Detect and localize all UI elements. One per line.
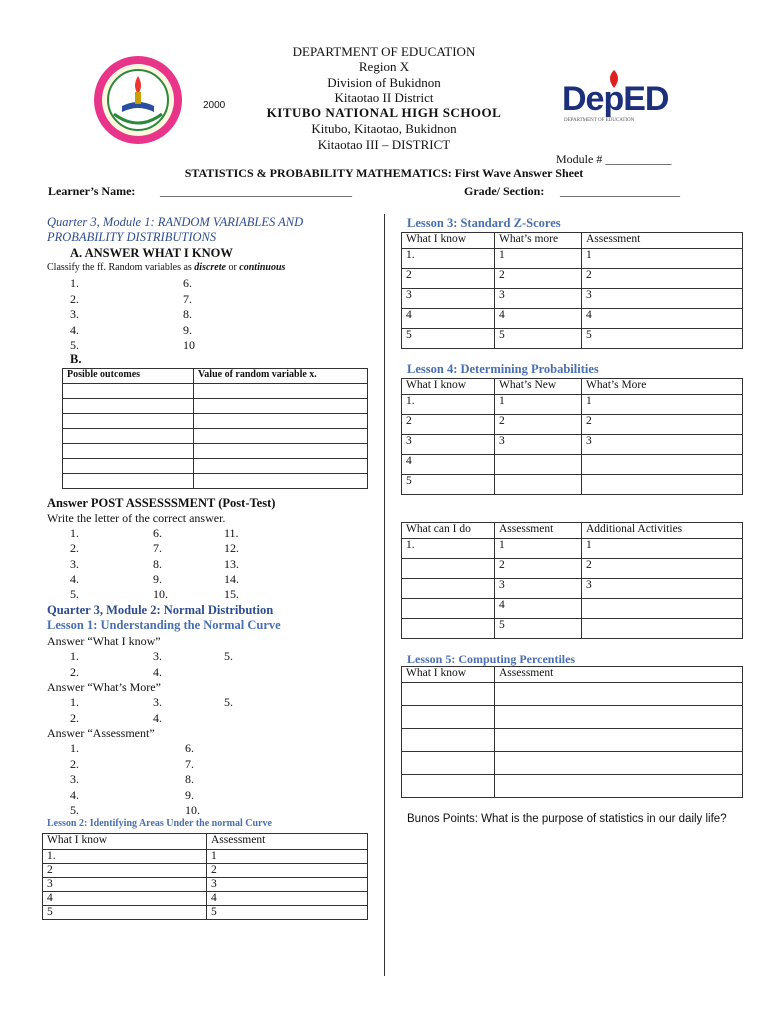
answer-number: 3. <box>153 649 162 663</box>
table-cell[interactable]: 3 <box>495 579 582 599</box>
deped-wordmark: DepED <box>562 80 669 118</box>
answer-number: 10 <box>183 338 195 352</box>
table-cell[interactable]: 2 <box>495 269 582 289</box>
post-assessment-title: Answer POST ASSESSSMENT (Post-Test) <box>47 496 276 510</box>
table-cell[interactable] <box>582 475 743 495</box>
table-cell[interactable]: 1 <box>582 539 743 559</box>
table-header: Assessment <box>495 523 582 539</box>
table-header: Assessment <box>207 834 368 850</box>
column-divider <box>384 214 385 976</box>
table-cell[interactable]: 1. <box>402 395 495 415</box>
lesson5-table <box>401 666 743 798</box>
answer-number: 8. <box>185 772 194 786</box>
table-cell[interactable]: 2 <box>402 415 495 435</box>
post-assessment-instruction: Write the letter of the correct answer. <box>47 511 226 525</box>
classify-discrete: discrete <box>194 262 226 273</box>
learner-name-label: Learner’s Name: <box>48 184 136 198</box>
table-cell[interactable]: 3 <box>43 878 207 892</box>
whats-more-label: Answer “What’s More” <box>47 680 161 694</box>
lesson3-title: Lesson 3: Standard Z-Scores <box>407 216 561 230</box>
classify-instruction <box>47 262 285 273</box>
table-cell[interactable] <box>402 775 495 798</box>
table-header: Assessment <box>495 667 743 683</box>
lesson2-title: Lesson 2: Identifying Areas Under the normal Curve <box>47 818 272 829</box>
answer-number: 6. <box>183 276 192 290</box>
answer-number: 1. <box>70 526 79 540</box>
table-cell[interactable] <box>582 599 743 619</box>
answer-number: 3. <box>70 556 79 571</box>
sheet-title: STATISTICS & PROBABILITY MATHEMATICS: First Wave Answer Sheet <box>184 166 584 180</box>
table-cell[interactable] <box>194 444 368 459</box>
lesson1-title: Lesson 1: Understanding the Normal Curve <box>47 618 281 632</box>
table-header: What’s More <box>582 379 743 395</box>
table-cell[interactable] <box>402 683 495 706</box>
table-cell[interactable]: 3 <box>207 878 368 892</box>
table-cell[interactable]: 3 <box>495 289 582 309</box>
table-cell[interactable] <box>63 474 194 489</box>
table-cell[interactable]: 3 <box>582 289 743 309</box>
answer-number: 5. <box>224 649 233 663</box>
table-cell[interactable] <box>194 474 368 489</box>
table-cell[interactable]: 5 <box>402 475 495 495</box>
answer-number: 4. <box>70 571 79 586</box>
table-cell[interactable]: 4 <box>582 309 743 329</box>
answer-number: 4. <box>70 787 79 802</box>
table-cell[interactable]: 4 <box>402 455 495 475</box>
table-cell[interactable] <box>495 752 743 775</box>
table-cell[interactable]: 5 <box>207 906 368 920</box>
answer-number: 14. <box>224 571 239 586</box>
table-cell[interactable] <box>582 455 743 475</box>
table-cell[interactable]: 1. <box>43 850 207 864</box>
table-cell[interactable]: 2 <box>495 415 582 435</box>
answer-number: 3. <box>153 695 162 709</box>
table-cell[interactable] <box>402 752 495 775</box>
table-cell[interactable]: 4 <box>495 309 582 329</box>
classify-continuous: continuous <box>239 262 286 273</box>
table-cell[interactable]: 1. <box>402 249 495 269</box>
q3m1-title: Quarter 3, Module 1: RANDOM VARIABLES AND PROBABILITY DISTRIBUTIONS <box>47 215 304 244</box>
table-header: What’s more <box>495 233 582 249</box>
answer-number: 2. <box>70 710 79 725</box>
answer-number: 7. <box>153 541 162 556</box>
answer-number: 9. <box>185 787 194 802</box>
what-i-know-label: Answer “What I know” <box>47 634 161 648</box>
table-cell[interactable] <box>63 384 194 399</box>
table-header: Additional Activities <box>582 523 743 539</box>
answer-number: 10. <box>185 803 200 817</box>
answer-number: 2. <box>70 541 79 556</box>
table-cell[interactable]: 1 <box>582 249 743 269</box>
table-cell[interactable]: 2 <box>43 864 207 878</box>
answer-number: 1. <box>70 695 79 709</box>
table-cell[interactable]: 4 <box>495 599 582 619</box>
part-b-col2-header: Value of random variable x. <box>194 369 368 384</box>
answer-number: 15. <box>224 587 239 602</box>
answer-number: 4. <box>153 664 162 679</box>
answer-number: 12. <box>224 541 239 556</box>
grade-section-field[interactable]: ____________________ <box>560 184 680 198</box>
lesson5-title: Lesson 5: Computing Percentiles <box>407 652 576 666</box>
school-name: KITUBO NATIONAL HIGH SCHOOL <box>266 105 502 120</box>
lesson4-table <box>401 378 743 495</box>
table-cell[interactable] <box>194 459 368 474</box>
table-cell[interactable] <box>495 706 743 729</box>
answer-number: 9. <box>183 322 192 337</box>
school-district: Kitaotao III – DISTRICT <box>317 137 451 152</box>
table-cell[interactable] <box>194 414 368 429</box>
table-cell[interactable] <box>402 619 495 639</box>
answer-number: 7. <box>183 291 192 306</box>
table-cell[interactable] <box>495 775 743 798</box>
table-cell[interactable] <box>402 729 495 752</box>
answer-number: 7. <box>185 756 194 771</box>
answer-number: 2. <box>70 291 79 306</box>
lesson4-title: Lesson 4: Determining Probabilities <box>407 362 599 376</box>
part-b-col1-header: Posible outcomes <box>63 369 194 384</box>
table-cell[interactable]: 1 <box>495 249 582 269</box>
table-cell[interactable]: 3 <box>495 435 582 455</box>
table-header: What’s New <box>495 379 582 395</box>
district-line: Kitaotao II District <box>334 90 434 105</box>
answer-number: 2. <box>70 756 79 771</box>
table-cell[interactable]: 2 <box>582 269 743 289</box>
region-line: Region X <box>358 59 410 74</box>
answer-number: 6. <box>185 741 194 755</box>
classify-text: Classify the ff. Random variables as <box>47 262 195 273</box>
table-cell[interactable]: 5 <box>495 329 582 349</box>
answer-number: 8. <box>153 556 162 571</box>
grade-section-label: Grade/ Section: <box>464 184 545 198</box>
table-cell[interactable] <box>63 399 194 414</box>
answer-number: 5. <box>70 587 79 602</box>
table-cell[interactable]: 1 <box>495 539 582 559</box>
part-a-heading: A. ANSWER WHAT I KNOW <box>70 246 233 260</box>
table-cell[interactable]: 2 <box>402 269 495 289</box>
answer-number: 4. <box>70 322 79 337</box>
table-cell[interactable] <box>402 559 495 579</box>
dept-line: DEPARTMENT OF EDUCATION <box>292 44 476 59</box>
table-cell[interactable]: 3 <box>582 435 743 455</box>
table-cell[interactable]: 1 <box>207 850 368 864</box>
table-cell[interactable]: 5 <box>43 906 207 920</box>
q3m2-title: Quarter 3, Module 2: Normal Distribution <box>47 603 274 617</box>
answer-number: 2. <box>70 664 79 679</box>
table-cell[interactable] <box>495 683 743 706</box>
seal-year: 2000 <box>203 100 226 111</box>
table-cell[interactable]: 2 <box>582 415 743 435</box>
answer-number: 9. <box>153 571 162 586</box>
table-header: Assessment <box>582 233 743 249</box>
lesson3-table <box>401 232 743 349</box>
table-cell[interactable] <box>63 414 194 429</box>
module-number: Module # ___________ <box>556 152 672 166</box>
answer-number: 1. <box>70 741 79 755</box>
table-cell[interactable] <box>402 706 495 729</box>
table-cell[interactable]: 3 <box>582 579 743 599</box>
table-cell[interactable]: 5 <box>402 329 495 349</box>
table-cell[interactable] <box>495 475 582 495</box>
table-cell[interactable]: 1 <box>495 395 582 415</box>
table-header: What I know <box>402 233 495 249</box>
answer-number: 3. <box>70 307 79 321</box>
table-cell[interactable] <box>495 729 743 752</box>
table-header: What can I do <box>402 523 495 539</box>
table-cell[interactable] <box>63 459 194 474</box>
table-cell[interactable]: 3 <box>402 289 495 309</box>
table-cell[interactable]: 1 <box>582 395 743 415</box>
school-address: Kitubo, Kitaotao, Bukidnon <box>311 121 457 136</box>
table-cell[interactable]: 2 <box>582 559 743 579</box>
part-b-heading: B. <box>70 352 82 366</box>
table-cell[interactable]: 5 <box>582 329 743 349</box>
assessment-label: Answer “Assessment” <box>47 726 155 740</box>
table-cell[interactable] <box>194 384 368 399</box>
division-line: Division of Bukidnon <box>327 75 441 90</box>
table-cell[interactable] <box>402 599 495 619</box>
table-cell[interactable] <box>63 444 194 459</box>
answer-number: 4. <box>153 710 162 725</box>
answer-number: 6. <box>153 526 162 540</box>
table-cell[interactable]: 1. <box>402 539 495 559</box>
deped-subtitle: DEPARTMENT OF EDUCATION <box>564 118 635 123</box>
table-cell[interactable]: 3 <box>402 435 495 455</box>
table-cell[interactable]: 5 <box>495 619 582 639</box>
answer-number: 8. <box>183 307 192 321</box>
table-header: What I know <box>43 834 207 850</box>
bonus-question: Bunos Points: What is the purpose of statistics in our daily life? <box>407 813 727 825</box>
classify-or: or <box>225 262 240 273</box>
table-cell[interactable] <box>402 579 495 599</box>
table-header: What I know <box>402 667 495 683</box>
answer-number: 11. <box>224 526 239 540</box>
table-header: What I know <box>402 379 495 395</box>
answer-number: 5. <box>224 695 233 709</box>
table-cell[interactable] <box>63 429 194 444</box>
lesson2-table <box>42 833 368 920</box>
answer-number: 13. <box>224 556 239 571</box>
activities-table <box>401 522 743 639</box>
answer-number: 1. <box>70 276 79 290</box>
table-cell[interactable]: 4 <box>207 892 368 906</box>
learner-name-field[interactable]: ________________________________ <box>160 184 352 198</box>
table-cell[interactable]: 2 <box>207 864 368 878</box>
table-cell[interactable] <box>495 455 582 475</box>
table-cell[interactable]: 4 <box>43 892 207 906</box>
table-cell[interactable]: 2 <box>495 559 582 579</box>
answer-number: 10. <box>153 587 168 602</box>
part-b-table <box>62 368 368 489</box>
answer-number: 5. <box>70 803 79 817</box>
answer-number: 1. <box>70 649 79 663</box>
table-cell[interactable] <box>194 399 368 414</box>
answer-number: 5. <box>70 338 79 352</box>
table-cell[interactable] <box>194 429 368 444</box>
answer-number: 3. <box>70 772 79 786</box>
table-cell[interactable] <box>582 619 743 639</box>
table-cell[interactable]: 4 <box>402 309 495 329</box>
